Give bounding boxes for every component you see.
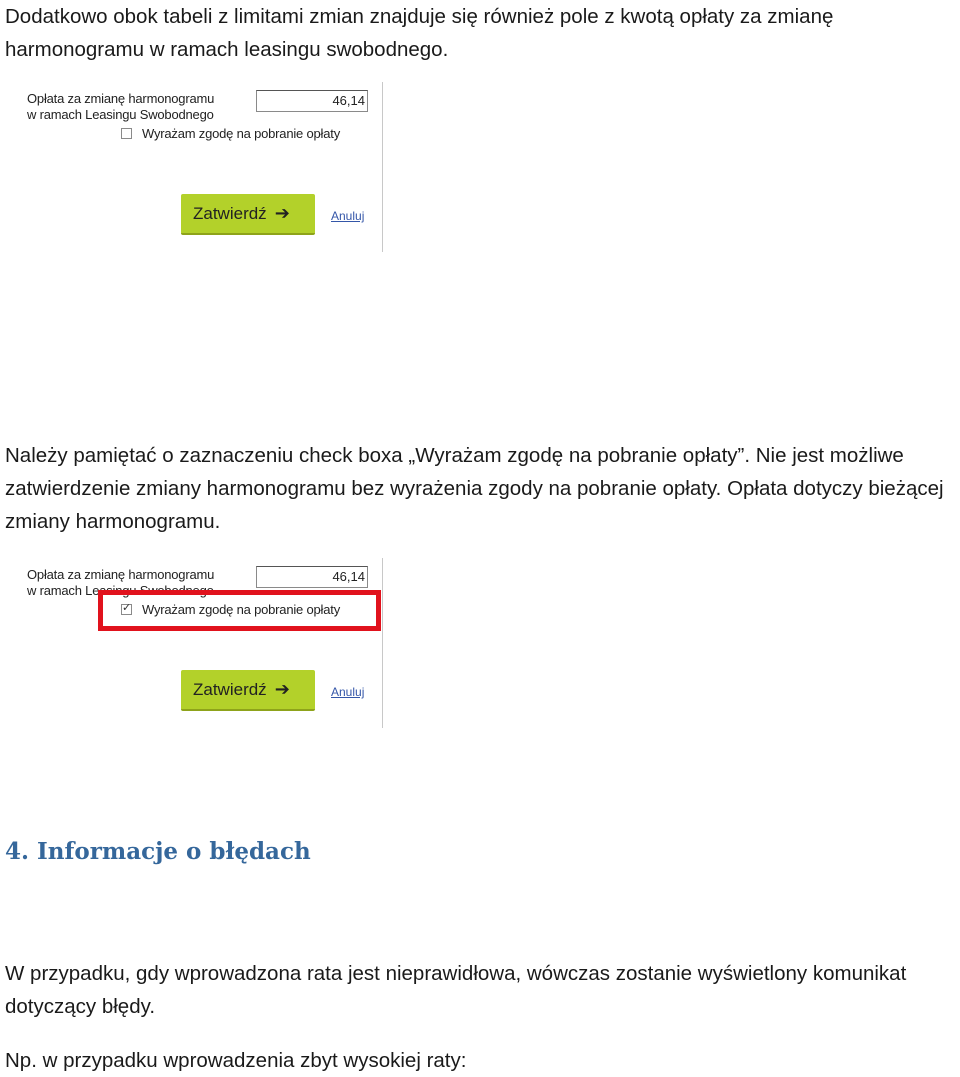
error-info-paragraph: W przypadku, gdy wprowadzona rata jest nieprawidłowa, wówczas zostanie wyświetlony komunikat dotyczący błędy. xyxy=(5,962,907,1018)
fee-amount-field[interactable]: 46,14 xyxy=(256,566,368,588)
confirm-button[interactable] xyxy=(181,670,315,711)
intro-paragraph: Dodatkowo obok tabeli z limitami zmian znajduje się również pole z kwotą opłaty za zmianę harmonogramu w ramach leasingu swobodnego. xyxy=(5,5,834,61)
fee-form-screenshot xyxy=(0,82,390,252)
fee-label-line1: Opłata za zmianę harmonogramu xyxy=(27,91,215,106)
fee-form-screenshot-highlighted xyxy=(0,558,390,728)
cancel-link[interactable]: Anuluj xyxy=(331,685,365,699)
fee-label xyxy=(27,91,214,123)
fee-amount-field[interactable]: 46,14 xyxy=(256,90,368,112)
highlight-frame xyxy=(98,590,381,631)
confirm-label: Zatwierdź xyxy=(193,679,267,699)
consent-label: Wyrażam zgodę na pobranie opłaty xyxy=(142,601,340,617)
example-paragraph: Np. w przypadku wprowadzenia zbyt wysokiej raty: xyxy=(5,1049,467,1072)
cancel-link[interactable]: Anuluj xyxy=(331,209,365,223)
fee-label-line2: w ramach Leasingu Swobodnego xyxy=(27,107,214,122)
divider xyxy=(382,558,383,728)
consent-label: Wyrażam zgodę na pobranie opłaty xyxy=(142,125,340,141)
arrow-right-icon: ➔ xyxy=(274,679,290,699)
consent-row[interactable] xyxy=(121,125,340,141)
consent-checkbox[interactable] xyxy=(121,128,132,139)
fee-label-line1: Opłata za zmianę harmonogramu xyxy=(27,567,215,582)
consent-note-paragraph: Należy pamiętać o zaznaczeniu check boxa „Wyrażam zgodę na pobranie opłaty”. Nie jest możliwe zatwierdzenie zmiany harmonogramu bez wyrażenia zgody na pobranie opłaty. Opłata dotyczy bieżącej zmiany harmonogramu. xyxy=(5,444,944,533)
fee-label-line2: w ramach Leasingu Swobodnego xyxy=(27,583,214,598)
arrow-right-icon: ➔ xyxy=(274,203,290,223)
divider xyxy=(382,82,383,252)
confirm-button[interactable] xyxy=(181,194,315,235)
confirm-label: Zatwierdź xyxy=(193,203,267,223)
section-heading: 4. Informacje o błędach xyxy=(5,838,311,865)
